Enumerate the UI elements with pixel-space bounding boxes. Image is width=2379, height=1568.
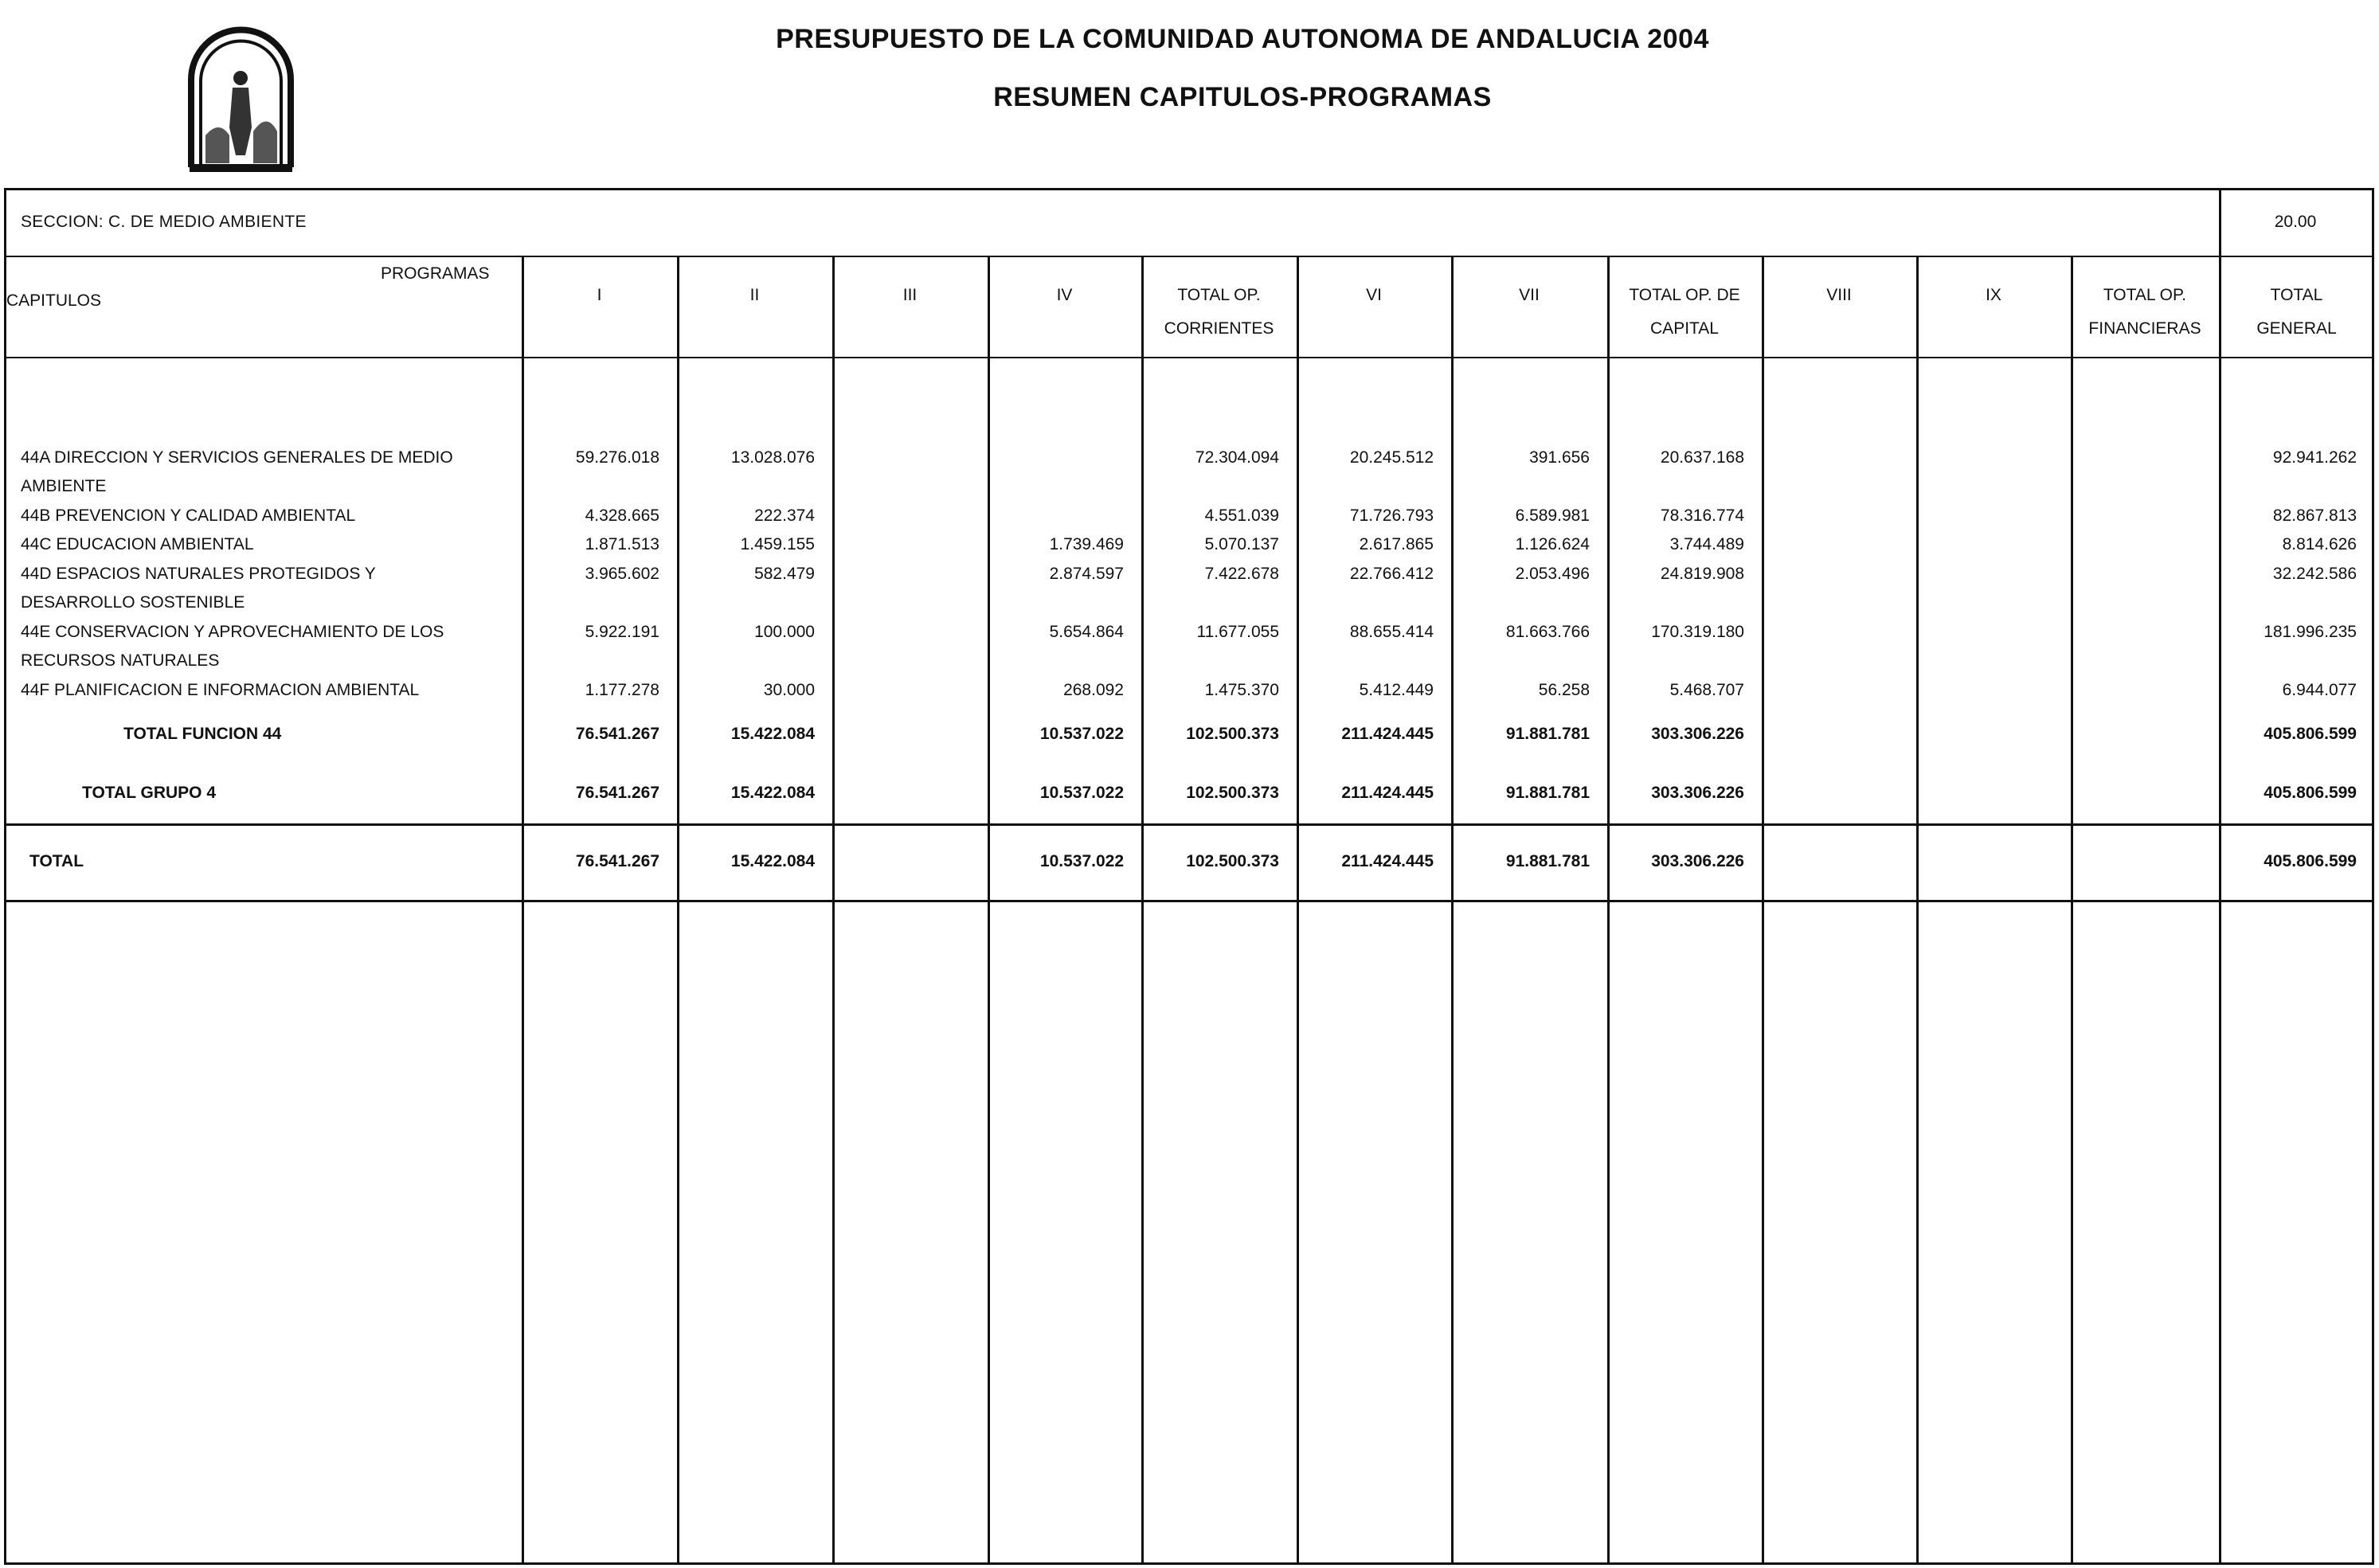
table-cell: 582.479 [754, 565, 815, 583]
table-cell: 303.306.226 [1651, 784, 1744, 802]
column-header-line: TOTAL OP. [2103, 286, 2187, 304]
table-cell: 8.814.626 [2282, 535, 2357, 553]
table-cell: 78.316.774 [1660, 506, 1744, 525]
column-header-line: GENERAL [2256, 319, 2337, 338]
table-cell: 20.637.168 [1660, 448, 1744, 467]
column-header [1762, 279, 1916, 312]
table-cell: 20.245.512 [1349, 448, 1434, 467]
program-row-label [21, 618, 522, 675]
column-header-line: III [902, 286, 918, 304]
program-row-label [21, 502, 522, 530]
table-cell: 76.541.267 [575, 725, 659, 743]
table-cell: 4.328.665 [585, 506, 659, 525]
column-header-line: II [749, 286, 760, 304]
table-cell: 15.422.084 [730, 725, 815, 743]
table-cell: 102.500.373 [1186, 725, 1279, 743]
program-row-label-line: 44E CONSERVACION Y APROVECHAMIENTO DE LOS [21, 623, 444, 641]
total-row-label: TOTAL FUNCION 44 [123, 725, 282, 743]
column-header [1451, 279, 1607, 312]
table-cell: 303.306.226 [1651, 852, 1744, 870]
total-divider-top [4, 823, 2374, 826]
column-header [522, 279, 677, 312]
table-cell: 3.965.602 [585, 565, 659, 583]
table-cell: 1.871.513 [585, 535, 659, 553]
capitulos-header: CAPITULOS [6, 291, 102, 310]
total-row-label: TOTAL GRUPO 4 [82, 784, 217, 802]
table-cell: 91.881.781 [1505, 784, 1590, 802]
program-row-label-line: 44C EDUCACION AMBIENTAL [21, 535, 254, 553]
section-label: SECCION: C. DE MEDIO AMBIENTE [21, 213, 307, 231]
table-cell: 72.304.094 [1195, 448, 1279, 467]
table-cell: 7.422.678 [1204, 565, 1279, 583]
section-divider [4, 256, 2374, 257]
table-cell: 10.537.022 [1039, 852, 1124, 870]
table-cell: 88.655.414 [1349, 623, 1434, 641]
table-cell: 5.922.191 [585, 623, 659, 641]
table-cell: 81.663.766 [1505, 623, 1590, 641]
table-cell: 211.424.445 [1341, 852, 1434, 870]
table-cell: 6.944.077 [2282, 681, 2357, 699]
table-cell: 4.551.039 [1204, 506, 1279, 525]
table-cell: 30.000 [763, 681, 815, 699]
table-cell: 405.806.599 [2264, 784, 2357, 802]
table-cell: 24.819.908 [1660, 565, 1744, 583]
summary-table-frame [4, 188, 2374, 1565]
table-cell: 82.867.813 [2272, 506, 2357, 525]
table-cell: 10.537.022 [1039, 784, 1124, 802]
table-cell: 2.053.496 [1515, 565, 1590, 583]
column-header-line: VII [1519, 286, 1540, 304]
table-cell: 5.468.707 [1669, 681, 1744, 699]
table-cell: 5.070.137 [1204, 535, 1279, 553]
column-divider [1762, 257, 1764, 1565]
table-cell: 92.941.262 [2272, 448, 2357, 467]
program-row-label-line: RECURSOS NATURALES [21, 651, 220, 670]
table-cell: 32.242.586 [2272, 565, 2357, 583]
program-row-label-line: 44D ESPACIOS NATURALES PROTEGIDOS Y [21, 565, 376, 583]
table-cell: 181.996.235 [2264, 623, 2357, 641]
program-row-label [21, 530, 522, 559]
table-cell: 1.475.370 [1204, 681, 1279, 699]
column-header-line: TOTAL OP. [1177, 286, 1261, 304]
table-cell: 5.654.864 [1049, 623, 1124, 641]
table-cell: 15.422.084 [730, 852, 815, 870]
program-row-label-line: AMBIENTE [21, 477, 107, 495]
table-cell: 91.881.781 [1505, 725, 1590, 743]
column-divider [832, 257, 835, 1565]
table-cell: 22.766.412 [1349, 565, 1434, 583]
table-cell: 222.374 [754, 506, 815, 525]
programas-header: PROGRAMAS [381, 264, 490, 283]
column-header-line: IV [1056, 286, 1073, 304]
table-cell: 5.412.449 [1359, 681, 1434, 699]
table-cell: 91.881.781 [1505, 852, 1590, 870]
program-row-label [21, 676, 522, 705]
column-header-line: TOTAL [2270, 286, 2323, 304]
table-cell: 76.541.267 [575, 852, 659, 870]
table-cell: 10.537.022 [1039, 725, 1124, 743]
column-header-line: CORRIENTES [1164, 319, 1274, 338]
column-divider [988, 257, 990, 1565]
table-cell: 56.258 [1538, 681, 1590, 699]
table-cell: 170.319.180 [1651, 623, 1744, 641]
table-cell: 100.000 [754, 623, 815, 641]
table-cell: 2.874.597 [1049, 565, 1124, 583]
column-header [2219, 279, 2374, 346]
table-cell: 71.726.793 [1349, 506, 1434, 525]
table-cell: 76.541.267 [575, 784, 659, 802]
column-header [988, 279, 1141, 312]
program-row-label-line: 44F PLANIFICACION E INFORMACION AMBIENTAL [21, 681, 420, 699]
column-header-line: IX [1986, 286, 2001, 304]
program-row-label-line: 44B PREVENCION Y CALIDAD AMBIENTAL [21, 506, 356, 525]
table-cell: 211.424.445 [1341, 725, 1434, 743]
table-cell: 2.617.865 [1359, 535, 1434, 553]
header-divider [4, 357, 2374, 358]
column-header [832, 279, 988, 312]
total-row-label: TOTAL [29, 852, 84, 870]
column-header [1141, 279, 1297, 346]
column-header-line: FINANCIERAS [2088, 319, 2201, 338]
column-header [1916, 279, 2071, 312]
table-cell: 268.092 [1063, 681, 1124, 699]
column-header-line: I [597, 286, 602, 304]
program-row-label [21, 444, 522, 501]
column-header-line: CAPITAL [1650, 319, 1719, 338]
table-cell: 1.126.624 [1515, 535, 1590, 553]
column-header-line: TOTAL OP. DE [1629, 286, 1740, 304]
total-divider-bottom [4, 900, 2374, 902]
table-cell: 13.028.076 [730, 448, 815, 467]
table-cell: 11.677.055 [1196, 623, 1279, 641]
column-divider [1916, 257, 1919, 1565]
table-cell: 102.500.373 [1186, 852, 1279, 870]
table-cell: 3.744.489 [1669, 535, 1744, 553]
table-cell: 15.422.084 [730, 784, 815, 802]
program-row-label-line: DESARROLLO SOSTENIBLE [21, 593, 245, 612]
table-cell: 1.177.278 [585, 681, 659, 699]
column-header [2071, 279, 2219, 346]
column-divider [2071, 257, 2073, 1565]
table-cell: 391.656 [1529, 448, 1590, 467]
column-header-line: VI [1366, 286, 1382, 304]
table-cell: 102.500.373 [1186, 784, 1279, 802]
table-cell: 1.739.469 [1049, 535, 1124, 553]
column-header-line: VIII [1826, 286, 1852, 304]
program-row-label-line: 44A DIRECCION Y SERVICIOS GENERALES DE MEDIO [21, 448, 453, 467]
table-cell: 211.424.445 [1341, 784, 1434, 802]
column-header [1607, 279, 1762, 346]
andalucia-emblem-logo [183, 16, 299, 175]
table-cell: 303.306.226 [1651, 725, 1744, 743]
column-header [677, 279, 832, 312]
table-cell: 59.276.018 [575, 448, 659, 467]
table-cell: 405.806.599 [2264, 852, 2357, 870]
program-row-label [21, 560, 522, 617]
page-subtitle: RESUMEN CAPITULOS-PROGRAMAS [993, 82, 1492, 112]
page-title: PRESUPUESTO DE LA COMUNIDAD AUTONOMA DE ANDALUCIA 2004 [776, 24, 1709, 54]
table-cell: 405.806.599 [2264, 725, 2357, 743]
section-code: 20.00 [2274, 213, 2317, 231]
table-cell: 6.589.981 [1515, 506, 1590, 525]
column-header [1297, 279, 1451, 312]
table-cell: 1.459.155 [740, 535, 815, 553]
